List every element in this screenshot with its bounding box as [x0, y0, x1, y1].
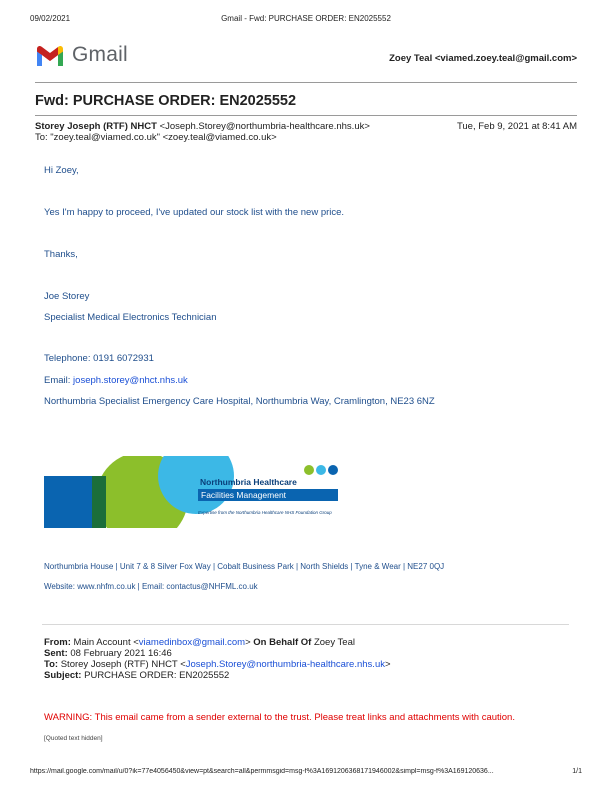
sender-email: <Joseph.Storey@northumbria-healthcare.nhs.uk>	[159, 121, 370, 132]
sender-name: Storey Joseph (RTF) NHCT	[35, 121, 157, 132]
forwarded-from: From: Main Account <viamedinbox@gmail.com> On Behalf Of Zoey Teal	[44, 637, 355, 648]
message-date: Tue, Feb 9, 2021 at 8:41 AM	[456, 121, 577, 132]
forwarded-subject: Subject: PURCHASE ORDER: EN2025552	[44, 670, 230, 681]
print-title: Gmail - Fwd: PURCHASE ORDER: EN2025552	[221, 14, 391, 23]
divider	[42, 624, 569, 625]
signature-telephone: Telephone: 0191 6072931	[44, 353, 154, 364]
body-line: Yes I'm happy to proceed, I've updated our stock list with the new price.	[44, 207, 345, 218]
signature-email	[44, 375, 188, 386]
signature-address: Northumbria Specialist Emergency Care Hospital, Northumbria Way, Cramlington, NE23 6NZ	[44, 396, 435, 407]
gmail-logo-icon	[35, 44, 65, 68]
external-warning: WARNING: This email came from a sender external to the trust. Please treat links and attachments with caution.	[44, 712, 515, 723]
print-page-number: 1/1	[572, 768, 582, 775]
gmail-wordmark: Gmail	[72, 43, 128, 66]
divider	[35, 82, 577, 83]
account-label: Zoey Teal <viamed.zoey.teal@gmail.com>	[389, 53, 577, 64]
forwarded-sent: Sent: 08 February 2021 16:46	[44, 648, 172, 659]
logo-tagline: Expertise from the Northumbria Healthcare NHS Foundation Group	[198, 510, 332, 515]
print-url: https://mail.google.com/mail/u/0?ik=77e4056450&view=pt&search=all&permmsgid=msg-f%3A1691206368171946002&simpl=msg-f%3A169120636...	[30, 768, 494, 775]
forwarded-to-link[interactable]: Joseph.Storey@northumbria-healthcare.nhs.uk	[185, 659, 385, 670]
forwarded-header	[44, 637, 391, 681]
signature-name: Joe Storey	[44, 291, 90, 302]
forwarded-to: To: Storey Joseph (RTF) NHCT <Joseph.Storey@northumbria-healthcare.nhs.uk>	[44, 659, 391, 670]
divider	[35, 115, 577, 116]
sender-line	[35, 121, 370, 132]
greeting: Hi Zoey,	[44, 165, 79, 176]
email-link[interactable]: joseph.storey@nhct.nhs.uk	[73, 375, 188, 386]
thanks-line: Thanks,	[44, 249, 78, 260]
quoted-text-hidden[interactable]: [Quoted text hidden]	[44, 735, 103, 742]
org-website: Website: www.nhfm.co.uk | Email: contactus@NHFML.co.uk	[44, 582, 258, 591]
logo-title: Northumbria Healthcare	[200, 477, 297, 487]
logo-subtitle: Facilities Management	[198, 489, 338, 501]
signature-title: Specialist Medical Electronics Technician	[44, 312, 217, 323]
thread-subject: Fwd: PURCHASE ORDER: EN2025552	[35, 93, 297, 109]
forwarded-from-link[interactable]: viamedinbox@gmail.com	[138, 637, 246, 648]
email-label: Email:	[44, 375, 74, 386]
org-address: Northumbria House | Unit 7 & 8 Silver Fox Way | Cobalt Business Park | North Shields | Tyne & Wear | NE27 0QJ	[44, 562, 445, 571]
print-date: 09/02/2021	[30, 14, 71, 23]
recipient-line: To: "zoey.teal@viamed.co.uk" <zoey.teal@viamed.co.uk>	[35, 132, 277, 143]
